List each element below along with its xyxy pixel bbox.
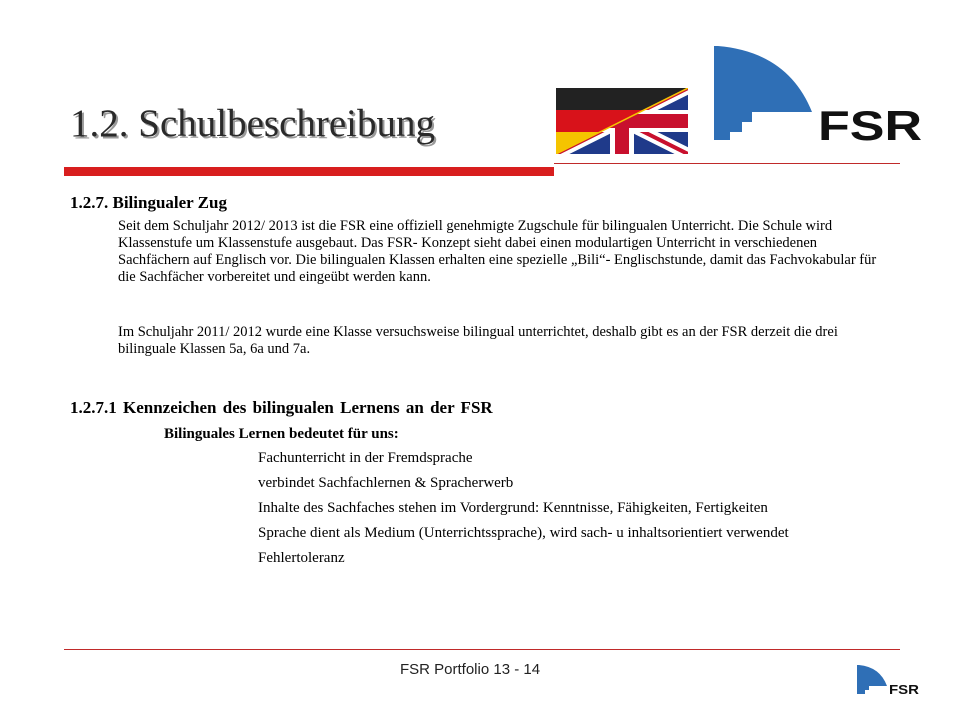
footer-text: FSR Portfolio 13 - 14	[400, 661, 541, 678]
feature-list	[258, 449, 858, 574]
section-heading-features: 1.2.7.1 Kennzeichen des bilingualen Lernens an der FSR	[70, 398, 493, 417]
title-accent-bar	[64, 167, 554, 176]
paragraph-history: Im Schuljahr 2011/ 2012 wurde eine Klasse versuchsweise bilingual unterrichtet, deshalb gibt es an der FSR derzeit die drei bilinguale Klassen 5a, 6a und 7a.	[118, 324, 838, 357]
slide-title: 1.2. Schulbeschreibung	[70, 102, 436, 145]
subheading-meaning: Bilinguales Lernen bedeutet für uns:	[164, 426, 399, 442]
german-british-flag-icon	[556, 88, 688, 154]
list-item: Fachunterricht in der Fremdsprache	[258, 450, 473, 466]
list-item: verbindet Sachfachlernen & Spracherwerb	[258, 475, 514, 491]
fsr-small-logo-icon	[856, 664, 922, 696]
fsr-small-logo-text: FSR	[889, 682, 920, 696]
paragraph-intro: Seit dem Schuljahr 2012/ 2013 ist die FSR eine offiziell genehmigte Zugschule für bilingualen Unterricht. Die Schule wird Klassenstufe um Klassenstufe ausgebaut. Das FSR- Konzept sieht dabei einen modulartigen Unterricht in verschiedenen Sachfächern auf Englisch vor. Die bilingualen Klassen erhalten eine spezielle „Bili“- Englischstunde, damit das Fachvokabular für die Sachfächer vorbereitet und eingeübt werden kann.	[118, 218, 877, 285]
fsr-logo-icon	[712, 44, 926, 146]
fsr-logo-text: FSR	[818, 102, 922, 146]
list-item: Fehlertoleranz	[258, 550, 345, 566]
list-item: Inhalte des Sachfaches stehen im Vordergrund: Kenntnisse, Fähigkeiten, Fertigkeiten	[258, 500, 768, 516]
list-item: Sprache dient als Medium (Unterrichtssprache), wird sach- u inhaltsorientiert verwendet	[258, 525, 789, 541]
header-rule	[554, 163, 900, 164]
section-heading-bilingual: 1.2.7. Bilingualer Zug	[70, 193, 227, 212]
footer-rule	[64, 649, 900, 650]
